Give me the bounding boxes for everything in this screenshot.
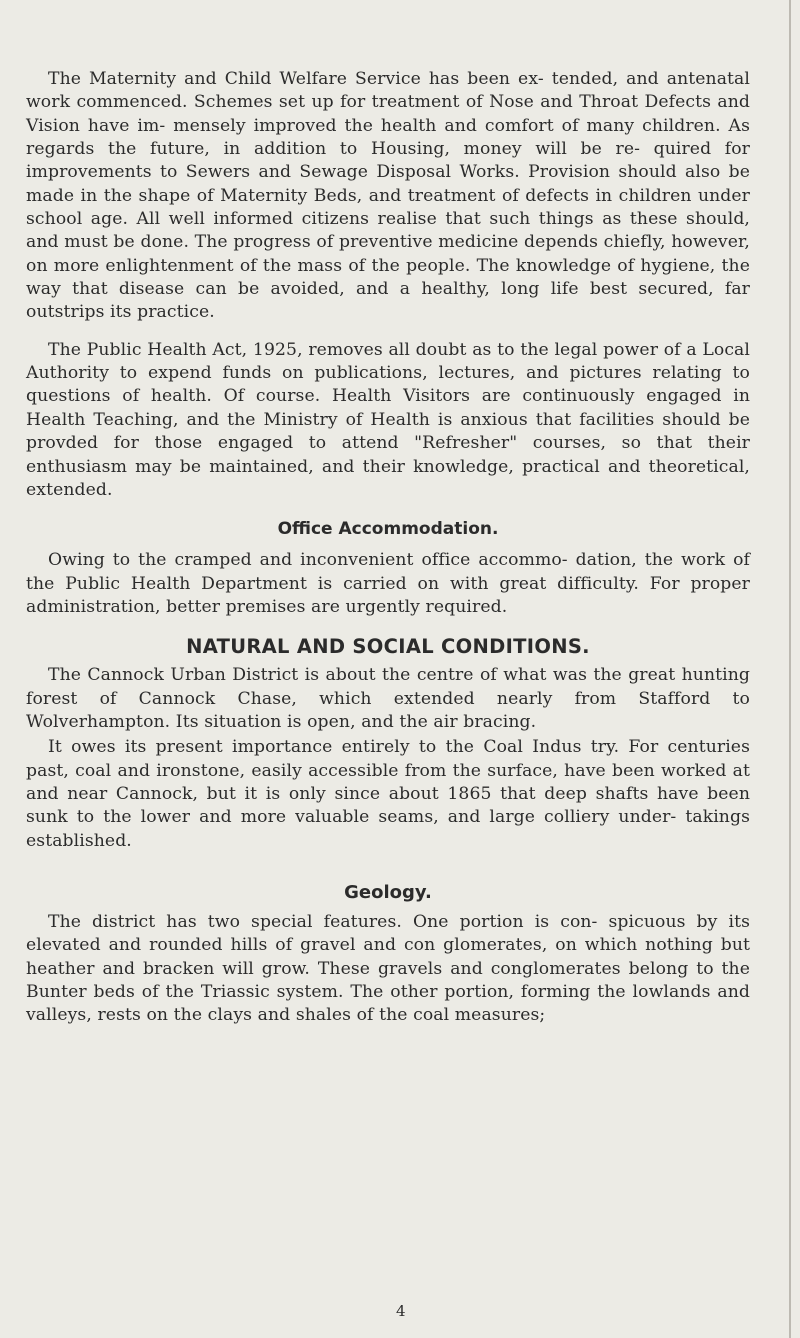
heading-office-accommodation: Office Accommodation. [277, 519, 499, 540]
heading-geology: Geology. [344, 881, 432, 903]
heading-natural-social-conditions: NATURAL AND SOCIAL CONDITIONS. [186, 635, 590, 659]
page-edge-shadow [789, 0, 791, 1338]
page-number: 4 [396, 1302, 406, 1320]
paragraph-geology: The district has two special features. One portion is con- spicuous by its elevated and rounded hills of gravel and con glomerates, on which nothing but heather and bracken will grow. These gravels and conglomerates belong to the Bunter beds of the Triassic system. The other portion, forming the lowlands and valleys, rests on the clays and shales of the coal measures; [26, 911, 750, 1026]
paragraph-office-accommodation: Owing to the cramped and inconvenient office accommo- dation, the work of the Public Health Department is carried on with great difficulty. For proper administration, better premises are urgently required. [26, 550, 750, 617]
paragraph-coal-industry: It owes its present importance entirely to the Coal Indus try. For centuries past, coal and ironstone, easily accessible from the surface, have been worked at and near Cannock, but it is only since about 1865 that deep shafts have been sunk to the lower and more valuable seams, and large colliery under- takings established. [26, 737, 750, 851]
page-content [26, 68, 750, 1028]
paragraph-public-health-act: The Public Health Act, 1925, removes all doubt as to the legal power of a Local Authority to expend funds on publications, lectures, and pictures relating to questions of health. Of course. Health Visitors are continuously engaged in Health Teaching, and the Ministry of Health is anxious that facilities should be provded for those engaged to attend "Refresher" courses, so that their enthusiasm may be maintained, and their knowledge, practical and theoretical, extended. [26, 339, 750, 500]
paragraph-cannock-district: The Cannock Urban District is about the centre of what was the great hunting forest of Cannock Chase, which extended nearly from Stafford to Wolverhampton. Its situation is open, and the air bracing. [26, 665, 750, 732]
paragraph-maternity-welfare: The Maternity and Child Welfare Service has been ex- tended, and antenatal work commenced. Schemes set up for treatment of Nose and Throat Defects and Vision have im- mensely improved the health and comfort of many children. As regards the future, in addition to Housing, money will be re- quired for improvements to Sewers and Sewage Disposal Works. Provision should also be made in the shape of Maternity Beds, and treatment of defects in children under school age. All well informed citizens realise that such things as these should, and must be done. The progress of preventive medicine depends chiefly, however, on more enlightenment of the mass of the people. The knowledge of hygiene, the way that disease can be avoided, and a healthy, long life best secured, far outstrips its practice. [26, 69, 750, 323]
